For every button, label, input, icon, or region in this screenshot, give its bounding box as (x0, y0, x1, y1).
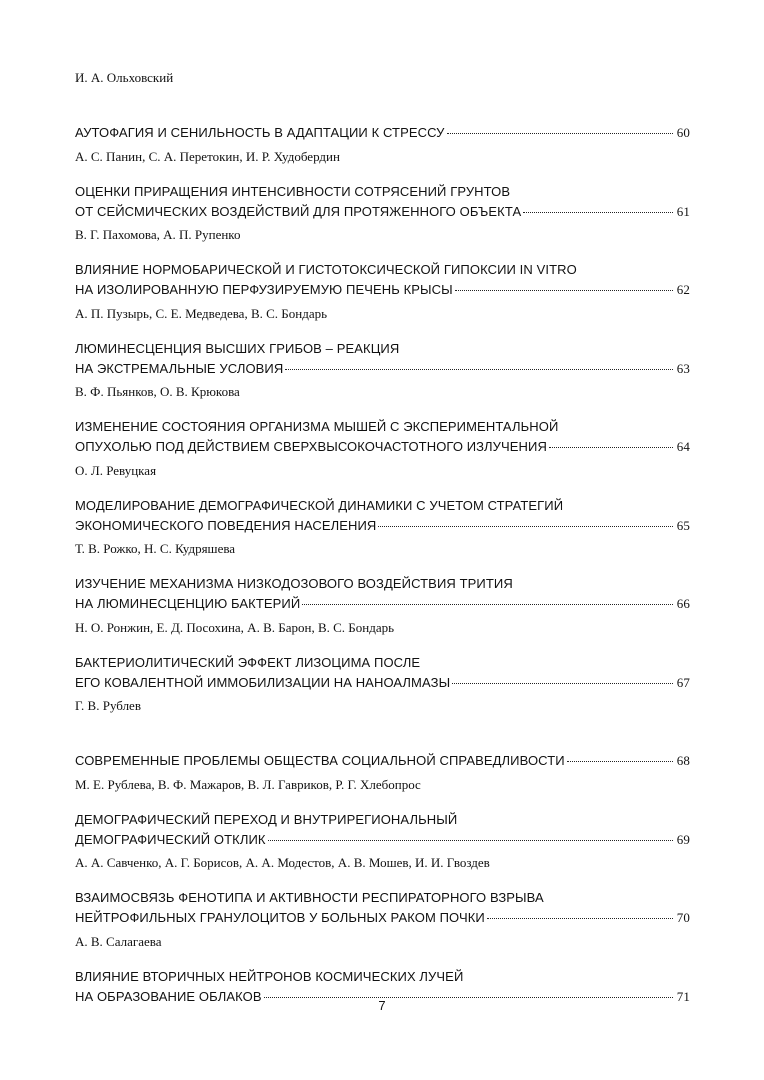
toc-entry[interactable] (75, 384, 690, 454)
toc-entry[interactable] (75, 541, 690, 611)
dot-leader (455, 289, 673, 291)
dot-leader (452, 682, 673, 684)
entry-title-line (75, 594, 690, 614)
entry-title-line (75, 673, 690, 693)
entry-authors: О. Л. Ревуцкая (75, 463, 157, 478)
toc-entry[interactable] (75, 855, 690, 925)
entry-authors: А. С. Панин, С. А. Перетокин, И. Р. Худобердин (75, 149, 340, 164)
entry-title-text: АУТОФАГИЯ И СЕНИЛЬНОСТЬ В АДАПТАЦИИ К СТРЕССУ (75, 125, 445, 140)
dot-leader (523, 211, 673, 213)
entry-page-number[interactable]: 64 (676, 439, 690, 454)
entry-authors: Г. В. Рублев (75, 698, 141, 713)
entry-page-number[interactable]: 63 (676, 361, 690, 376)
toc-entry[interactable] (75, 306, 690, 376)
entry-title-line (75, 516, 690, 536)
dot-leader (285, 368, 673, 370)
toc-entry[interactable] (75, 70, 690, 140)
entry-title (75, 574, 690, 614)
entry-title (75, 417, 690, 457)
entry-title-text: ЭКОНОМИЧЕСКОГО ПОВЕДЕНИЯ НАСЕЛЕНИЯ (75, 518, 377, 533)
entry-title-line: БАКТЕРИОЛИТИЧЕСКИЙ ЭФФЕКТ ЛИЗОЦИМА ПОСЛЕ (75, 655, 421, 670)
entry-title-line: ВЛИЯНИЕ НОРМОБАРИЧЕСКОЙ И ГИСТОТОКСИЧЕСКОЙ ГИПОКСИИ IN VITRO (75, 262, 577, 277)
toc-entry[interactable] (75, 620, 690, 690)
entry-title-line (75, 751, 690, 771)
entry-title-line: ЛЮМИНЕСЦЕНЦИЯ ВЫСШИХ ГРИБОВ – РЕАКЦИЯ (75, 341, 400, 356)
entry-title (75, 888, 690, 928)
entry-title-line: ВЛИЯНИЕ ВТОРИЧНЫХ НЕЙТРОНОВ КОСМИЧЕСКИХ ЛУЧЕЙ (75, 969, 464, 984)
entry-authors: А. А. Савченко, А. Г. Борисов, А. А. Модестов, А. В. Мошев, И. И. Гвоздев (75, 855, 490, 870)
entry-title-line: ИЗУЧЕНИЕ МЕХАНИЗМА НИЗКОДОЗОВОГО ВОЗДЕЙСТВИЯ ТРИТИЯ (75, 576, 513, 591)
entry-title-line (75, 437, 690, 457)
entry-title-line (75, 908, 690, 928)
entry-title-text: ОТ СЕЙСМИЧЕСКИХ ВОЗДЕЙСТВИЙ ДЛЯ ПРОТЯЖЕННОГО ОБЪЕКТА (75, 204, 522, 219)
entry-title-text: ЕГО КОВАЛЕНТНОЙ ИММОБИЛИЗАЦИИ НА НАНОАЛМАЗЫ (75, 675, 451, 690)
entry-authors: Т. В. Рожко, Н. С. Кудряшева (75, 541, 236, 556)
dot-leader (447, 132, 673, 134)
entry-title-line (75, 280, 690, 300)
entry-title-line: ИЗМЕНЕНИЕ СОСТОЯНИЯ ОРГАНИЗМА МЫШЕЙ С ЭКСПЕРИМЕНТАЛЬНОЙ (75, 419, 559, 434)
entry-title-line: МОДЕЛИРОВАНИЕ ДЕМОГРАФИЧЕСКОЙ ДИНАМИКИ С УЧЕТОМ СТРАТЕГИЙ (75, 498, 564, 513)
entry-title-text: НА ОБРАЗОВАНИЕ ОБЛАКОВ (75, 989, 262, 1004)
entry-title (75, 339, 690, 379)
entry-title-line: ОЦЕНКИ ПРИРАЩЕНИЯ ИНТЕНСИВНОСТИ СОТРЯСЕНИЙ ГРУНТОВ (75, 184, 511, 199)
entry-title-line: ДЕМОГРАФИЧЕСКИЙ ПЕРЕХОД И ВНУТРИРЕГИОНАЛЬНЫЙ (75, 812, 458, 827)
entry-title-text: НА ИЗОЛИРОВАННУЮ ПЕРФУЗИРУЕМУЮ ПЕЧЕНЬ КРЫСЫ (75, 282, 453, 297)
entry-page-number[interactable]: 62 (676, 282, 690, 297)
dot-leader (487, 917, 673, 919)
entry-page-number[interactable]: 71 (676, 989, 690, 1004)
page-number: 7 (378, 998, 386, 1013)
entry-authors: Н. О. Ронжин, Е. Д. Посохина, А. В. Барон, В. С. Бондарь (75, 620, 395, 635)
entry-title-line: ВЗАИМОСВЯЗЬ ФЕНОТИПА И АКТИВНОСТИ РЕСПИРАТОРНОГО ВЗРЫВА (75, 890, 544, 905)
entry-title (75, 260, 690, 300)
entry-title-line (75, 123, 690, 143)
toc-entry[interactable] (75, 934, 690, 1004)
dot-leader (549, 446, 673, 448)
entry-title (75, 653, 690, 693)
toc-entry[interactable] (75, 227, 690, 297)
entry-title-text: НА ЭКСТРЕМАЛЬНЫЕ УСЛОВИЯ (75, 361, 284, 376)
entry-title (75, 810, 690, 850)
dot-leader (378, 525, 673, 527)
toc-entry[interactable] (75, 149, 690, 219)
entry-title-text: ОПУХОЛЬЮ ПОД ДЕЙСТВИЕМ СВЕРХВЫСОКОЧАСТОТНОГО ИЗЛУЧЕНИЯ (75, 439, 547, 454)
entry-authors: А. В. Салагаева (75, 934, 162, 949)
entry-authors: В. Ф. Пьянков, О. В. Крюкова (75, 384, 240, 399)
toc-entry[interactable] (75, 463, 690, 533)
entry-title-text: ДЕМОГРАФИЧЕСКИЙ ОТКЛИК (75, 832, 266, 847)
toc-entry[interactable] (75, 698, 690, 768)
entry-title (75, 123, 690, 143)
entry-title-text: НЕЙТРОФИЛЬНЫХ ГРАНУЛОЦИТОВ У БОЛЬНЫХ РАКОМ ПОЧКИ (75, 910, 485, 925)
entry-page-number[interactable]: 61 (676, 204, 690, 219)
entry-title-line (75, 359, 690, 379)
entry-title (75, 751, 690, 771)
entry-page-number[interactable]: 67 (676, 675, 690, 690)
entry-page-number[interactable]: 68 (676, 753, 690, 768)
dot-leader (567, 760, 673, 762)
entry-authors: М. Е. Рублева, В. Ф. Мажаров, В. Л. Гавриков, Р. Г. Хлебопрос (75, 777, 421, 792)
entry-title-text: НА ЛЮМИНЕСЦЕНЦИЮ БАКТЕРИЙ (75, 596, 301, 611)
entry-authors: А. П. Пузырь, С. Е. Медведева, В. С. Бондарь (75, 306, 328, 321)
entry-page-number[interactable]: 70 (676, 910, 690, 925)
entry-page-number[interactable]: 69 (676, 832, 690, 847)
entry-title-line (75, 202, 690, 222)
entry-title-text: СОВРЕМЕННЫЕ ПРОБЛЕМЫ ОБЩЕСТВА СОЦИАЛЬНОЙ СПРАВЕДЛИВОСТИ (75, 753, 565, 768)
entry-page-number[interactable]: 65 (676, 518, 690, 533)
entry-title (75, 182, 690, 222)
entry-authors: И. А. Ольховский (75, 70, 174, 85)
dot-leader (268, 839, 673, 841)
entry-title-line (75, 830, 690, 850)
toc-entry[interactable] (75, 777, 690, 847)
entry-authors: В. Г. Пахомова, А. П. Рупенко (75, 227, 241, 242)
entry-page-number[interactable]: 66 (676, 596, 690, 611)
entry-page-number[interactable]: 60 (676, 125, 690, 140)
entry-title (75, 496, 690, 536)
dot-leader (302, 603, 673, 605)
